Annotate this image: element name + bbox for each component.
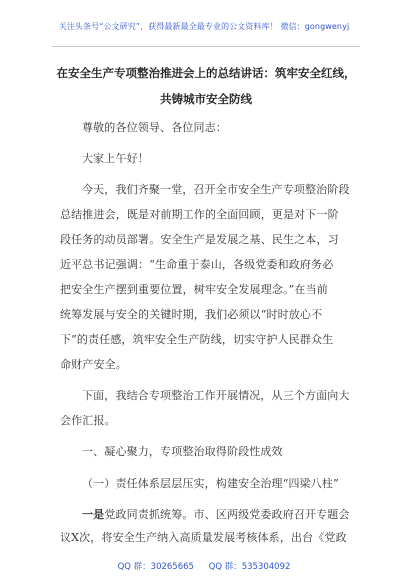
paragraph-line: 议X次，将安全生产纳入高质量发展考核体系，出台《党政 [60, 531, 347, 544]
greeting: 大家上午好！ [82, 152, 149, 165]
paragraph-text: 党政同责抓统筹。市、区两级党委政府召开专题会 [104, 508, 350, 521]
subsection-heading: （一）责任体系层层压实，构建安全治理“四梁八柱” [82, 477, 339, 490]
paragraph-line: 下”的责任感，筑牢安全生产防线，切实守护人民群众生 [60, 333, 334, 346]
header-banner: 关注头条号“公文研究”，获得最新最全最专业的公文资料库！ 微信：gongwenyj [58, 22, 350, 31]
paragraph-line: 段任务的动员部署。安全生产是发展之基、民生之本，习 [60, 233, 339, 246]
footer-qq-group-2: QQ 群：535304092 [208, 562, 291, 572]
paragraph-line: 把安全生产摆到重要位置，树牢安全发展理念。”在当前 [60, 283, 328, 296]
document-title-line-1: 在安全生产专项整治推进会上的总结讲话：筑牢安全红线， [56, 66, 356, 80]
footer-qq-group-1: QQ 群：30265665 [117, 562, 194, 572]
salutation: 尊敬的各位领导、各位同志： [82, 121, 227, 134]
paragraph-line: 总结推进会，既是对前期工作的全面回顾，更是对下一阶 [60, 208, 339, 221]
paragraph-lead: 一是 [82, 508, 105, 521]
paragraph-line: 今天，我们齐聚一堂，召开全市安全生产专项整治阶段 [82, 183, 350, 196]
header-divider [52, 46, 360, 47]
paragraph-line [82, 508, 380, 522]
footer [0, 560, 408, 572]
section-heading: 一、凝心聚力，专项整治取得阶段性成效 [82, 445, 283, 458]
paragraph-line: 命财产安全。 [60, 358, 127, 371]
paragraph-line: 统筹发展与安全的关键时期，我们必须以“时时放心不 [60, 308, 323, 321]
paragraph-line: 下面，我结合专项整治工作开展情况，从三个方面向大 [82, 389, 350, 402]
paragraph-line: 会作汇报。 [60, 414, 116, 427]
document-title-line-2: 共铸城市安全防线 [160, 92, 252, 106]
paragraph-line: 近平总书记强调：“生命重于泰山，各级党委和政府务必 [60, 258, 334, 271]
